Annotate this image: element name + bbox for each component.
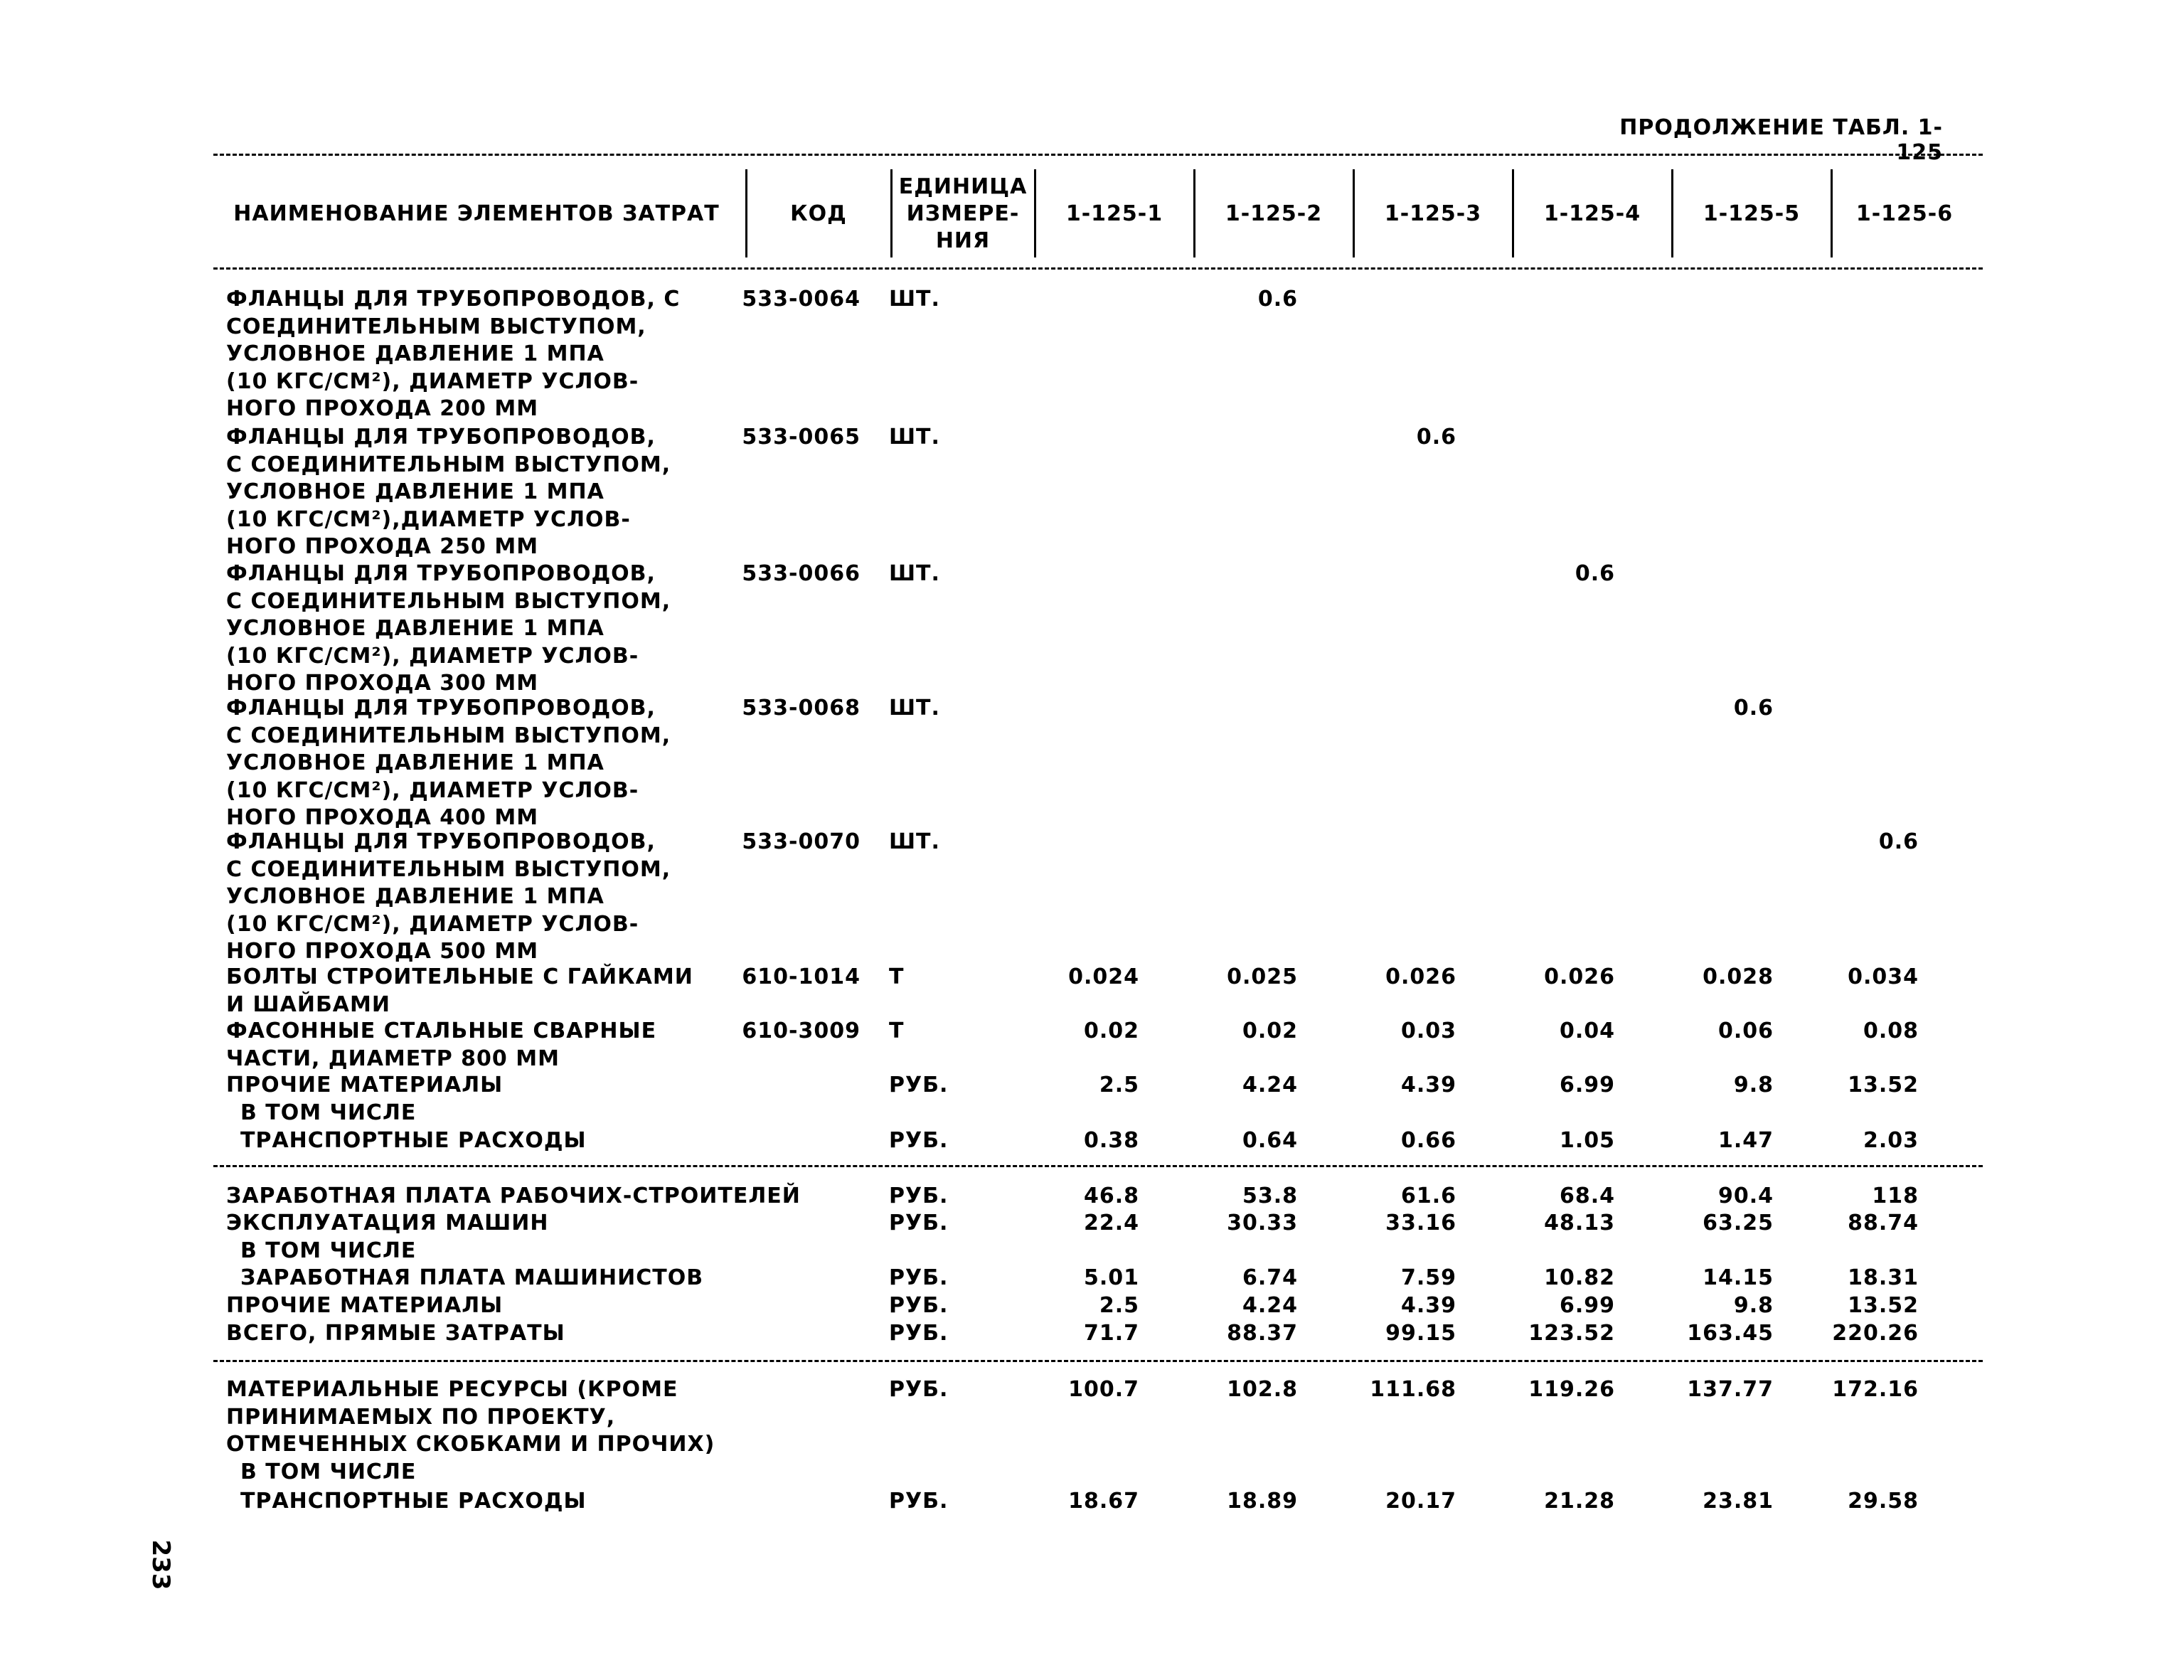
row-unit: РУБ.	[889, 1184, 949, 1208]
row-name-line: ЗАРАБОТНАЯ ПЛАТА РАБОЧИХ-СТРОИТЕЛЕЙ	[226, 1184, 801, 1208]
row-name-line: С СОЕДИНИТЕЛЬНЫМ ВЫСТУПОМ,	[226, 856, 671, 882]
row-unit: Т	[889, 964, 905, 989]
row-value-col-4: 21.28	[1544, 1489, 1615, 1514]
row-value-col-6: 0.034	[1848, 964, 1919, 989]
row-value-col-3: 7.59	[1400, 1265, 1456, 1290]
row-value-col-3: 99.15	[1385, 1321, 1456, 1346]
header-bottom-rule	[213, 267, 1983, 270]
row-name-line: И ШАЙБАМИ	[226, 991, 390, 1017]
row-name-line: С СОЕДИНИТЕЛЬНЫМ ВЫСТУПОМ,	[226, 723, 671, 748]
row-value-col-3: 0.03	[1400, 1019, 1456, 1043]
row-name	[226, 1183, 801, 1211]
row-unit: РУБ.	[889, 1293, 949, 1318]
header-divider	[1034, 169, 1036, 257]
row-value-col-6: 118	[1872, 1184, 1919, 1208]
row-name-line: УСЛОВНОЕ ДАВЛЕНИЕ 1 МПА	[226, 750, 604, 775]
row-code: 610-3009	[742, 1019, 861, 1043]
header-unit: ЕДИНИЦА ИЗМЕРЕ- НИЯ	[898, 174, 1028, 253]
row-value-col-1: 0.38	[1083, 1128, 1139, 1153]
row-name-line: ТРАНСПОРТНЫЕ РАСХОДЫ	[240, 1128, 587, 1153]
row-name-line: ФЛАНЦЫ ДЛЯ ТРУБОПРОВОДОВ, С	[226, 287, 681, 312]
row-value-col-1: 46.8	[1083, 1184, 1139, 1208]
row-code: 533-0070	[742, 829, 861, 854]
header-divider	[1671, 169, 1673, 257]
row-name-line: МАТЕРИАЛЬНЫЕ РЕСУРСЫ (КРОМЕ	[226, 1377, 678, 1402]
row-name	[226, 695, 752, 832]
row-value-col-4: 6.99	[1559, 1073, 1615, 1097]
row-unit: ШТ.	[889, 829, 940, 854]
row-value-col-5: 0.6	[1733, 696, 1774, 721]
row-value-col-2: 0.025	[1227, 964, 1298, 989]
row-value-col-5: 1.47	[1717, 1128, 1774, 1153]
row-name-line: ПРИНИМАЕМЫХ ПО ПРОЕКТУ,	[226, 1404, 616, 1430]
row-value-col-5: 0.028	[1703, 964, 1774, 989]
row-name-line: УСЛОВНОЕ ДАВЛЕНИЕ 1 МПА	[226, 616, 604, 641]
row-value-col-4: 1.05	[1559, 1128, 1615, 1153]
row-value-col-4: 48.13	[1544, 1211, 1615, 1235]
row-value-col-2: 6.74	[1242, 1265, 1298, 1290]
header-divider	[890, 169, 893, 257]
row-unit: РУБ.	[889, 1489, 949, 1514]
row-unit: РУБ.	[889, 1073, 949, 1097]
row-value-col-2: 0.02	[1242, 1019, 1298, 1043]
row-value-col-2: 30.33	[1227, 1211, 1298, 1235]
row-name	[226, 1488, 752, 1516]
row-value-col-3: 111.68	[1370, 1377, 1456, 1402]
section-rule-2	[213, 1360, 1983, 1362]
header-col-4: 1-125-4	[1543, 201, 1641, 226]
row-value-col-6: 13.52	[1848, 1073, 1919, 1097]
row-name	[226, 964, 752, 1019]
row-name-line: НОГО ПРОХОДА 500 ММ	[226, 939, 539, 964]
row-value-col-1: 18.67	[1068, 1489, 1139, 1514]
row-value-col-4: 10.82	[1544, 1265, 1615, 1290]
header-code: КОД	[790, 201, 847, 226]
row-unit: РУБ.	[889, 1211, 949, 1235]
row-value-col-1: 2.5	[1099, 1293, 1139, 1318]
row-name-line: СОЕДИНИТЕЛЬНЫМ ВЫСТУПОМ,	[226, 314, 646, 339]
row-value-col-6: 0.6	[1878, 829, 1919, 854]
table-header	[213, 165, 1983, 263]
row-value-col-2: 4.24	[1242, 1293, 1298, 1318]
row-name-line: ВСЕГО, ПРЯМЫЕ ЗАТРАТЫ	[226, 1321, 565, 1346]
row-value-col-6: 88.74	[1848, 1211, 1919, 1235]
row-name-line: ФЛАНЦЫ ДЛЯ ТРУБОПРОВОДОВ,	[226, 561, 656, 586]
row-name-line: ФАСОННЫЕ СТАЛЬНЫЕ СВАРНЫЕ	[226, 1019, 657, 1043]
header-divider	[1353, 169, 1355, 257]
row-value-col-3: 0.66	[1400, 1128, 1456, 1153]
row-name-line: В ТОМ ЧИСЛЕ	[240, 1100, 417, 1125]
row-value-col-5: 14.15	[1703, 1265, 1774, 1290]
row-value-col-2: 102.8	[1227, 1377, 1298, 1402]
row-name-line: ЭКСПЛУАТАЦИЯ МАШИН	[226, 1211, 549, 1235]
row-value-col-5: 163.45	[1687, 1321, 1774, 1346]
row-unit: РУБ.	[889, 1265, 949, 1290]
row-value-col-4: 0.04	[1559, 1019, 1615, 1043]
row-name	[226, 424, 752, 561]
row-name-line: (10 КГС/СМ²), ДИАМЕТР УСЛОВ-	[226, 368, 639, 394]
row-name-line: (10 КГС/СМ²), ДИАМЕТР УСЛОВ-	[226, 911, 639, 937]
row-value-col-3: 33.16	[1385, 1211, 1456, 1235]
row-name	[226, 286, 752, 423]
row-unit: ШТ.	[889, 287, 940, 312]
row-name-line: УСЛОВНОЕ ДАВЛЕНИЕ 1 МПА	[226, 341, 604, 366]
row-value-col-1: 0.024	[1068, 964, 1139, 989]
row-value-col-5: 63.25	[1703, 1211, 1774, 1235]
row-name-line: НОГО ПРОХОДА 250 ММ	[226, 534, 539, 559]
row-unit: Т	[889, 1019, 905, 1043]
row-value-col-6: 220.26	[1832, 1321, 1919, 1346]
row-name-line: НОГО ПРОХОДА 300 ММ	[226, 671, 539, 696]
row-value-col-1: 71.7	[1083, 1321, 1139, 1346]
row-code: 533-0066	[742, 561, 861, 586]
row-name	[226, 1127, 752, 1155]
section-rule-1	[213, 1165, 1983, 1167]
row-name-line: ПРОЧИЕ МАТЕРИАЛЫ	[226, 1073, 504, 1097]
row-value-col-4: 0.6	[1575, 561, 1615, 586]
row-value-col-4: 123.52	[1528, 1321, 1615, 1346]
row-name-line: ОТМЕЧЕННЫХ СКОБКАМИ И ПРОЧИХ)	[226, 1432, 715, 1457]
row-value-col-6: 29.58	[1848, 1489, 1919, 1514]
header-col-1: 1-125-1	[1065, 201, 1163, 226]
row-value-col-4: 68.4	[1559, 1184, 1615, 1208]
row-name	[226, 1265, 752, 1292]
row-value-col-2: 0.6	[1257, 287, 1298, 312]
row-code: 533-0065	[742, 425, 861, 450]
row-name-line: УСЛОВНОЕ ДАВЛЕНИЕ 1 МПА	[226, 479, 604, 504]
row-value-col-1: 2.5	[1099, 1073, 1139, 1097]
header-top-rule	[213, 154, 1983, 156]
row-name-line: (10 КГС/СМ²), ДИАМЕТР УСЛОВ-	[226, 777, 639, 803]
row-unit: РУБ.	[889, 1321, 949, 1346]
row-name	[226, 1210, 752, 1265]
row-name-line: ЗАРАБОТНАЯ ПЛАТА МАШИНИСТОВ	[240, 1265, 704, 1290]
row-unit: РУБ.	[889, 1377, 949, 1402]
row-name	[226, 1018, 752, 1073]
header-col-5: 1-125-5	[1703, 201, 1801, 226]
row-name-line: (10 КГС/СМ²),ДИАМЕТР УСЛОВ-	[226, 506, 631, 532]
row-value-col-1: 22.4	[1083, 1211, 1139, 1235]
header-divider	[1193, 169, 1195, 257]
row-name-line: БОЛТЫ СТРОИТЕЛЬНЫЕ С ГАЙКАМИ	[226, 964, 693, 989]
row-value-col-5: 0.06	[1717, 1019, 1774, 1043]
row-value-col-6: 172.16	[1832, 1377, 1919, 1402]
header-name: НАИМЕНОВАНИЕ ЭЛЕМЕНТОВ ЗАТРАТ	[233, 201, 720, 226]
row-name-line: В ТОМ ЧИСЛЕ	[240, 1459, 417, 1484]
row-value-col-4: 119.26	[1528, 1377, 1615, 1402]
row-name-line: ТРАНСПОРТНЫЕ РАСХОДЫ	[240, 1489, 587, 1514]
row-value-col-4: 0.026	[1544, 964, 1615, 989]
row-value-col-5: 9.8	[1733, 1293, 1774, 1318]
row-name	[226, 829, 752, 966]
row-value-col-2: 88.37	[1227, 1321, 1298, 1346]
row-unit: ШТ.	[889, 561, 940, 586]
row-value-col-6: 0.08	[1863, 1019, 1919, 1043]
row-value-col-6: 2.03	[1863, 1128, 1919, 1153]
row-value-col-3: 20.17	[1385, 1489, 1456, 1514]
row-name	[226, 1376, 752, 1486]
row-code: 533-0068	[742, 696, 861, 721]
row-value-col-2: 0.64	[1242, 1128, 1298, 1153]
row-value-col-5: 137.77	[1687, 1377, 1774, 1402]
row-name-line: ФЛАНЦЫ ДЛЯ ТРУБОПРОВОДОВ,	[226, 425, 656, 450]
page-number: 233	[147, 1539, 175, 1590]
header-divider	[1512, 169, 1514, 257]
header-divider	[1831, 169, 1833, 257]
row-value-col-3: 0.026	[1385, 964, 1456, 989]
row-name-line: ФЛАНЦЫ ДЛЯ ТРУБОПРОВОДОВ,	[226, 829, 656, 854]
row-name-line: ФЛАНЦЫ ДЛЯ ТРУБОПРОВОДОВ,	[226, 696, 656, 721]
row-value-col-6: 18.31	[1848, 1265, 1919, 1290]
row-value-col-1: 0.02	[1083, 1019, 1139, 1043]
row-value-col-5: 23.81	[1703, 1489, 1774, 1514]
row-name-line: (10 КГС/СМ²), ДИАМЕТР УСЛОВ-	[226, 643, 639, 669]
row-value-col-4: 6.99	[1559, 1293, 1615, 1318]
row-value-col-6: 13.52	[1848, 1293, 1919, 1318]
header-divider	[745, 169, 747, 257]
row-name-line: НОГО ПРОХОДА 400 ММ	[226, 805, 539, 830]
row-name-line: С СОЕДИНИТЕЛЬНЫМ ВЫСТУПОМ,	[226, 588, 671, 614]
row-name	[226, 560, 752, 698]
row-code: 610-1014	[742, 964, 861, 989]
row-value-col-3: 61.6	[1400, 1184, 1456, 1208]
row-unit: ШТ.	[889, 425, 940, 450]
row-name-line: С СОЕДИНИТЕЛЬНЫМ ВЫСТУПОМ,	[226, 452, 671, 477]
header-col-3: 1-125-3	[1384, 201, 1482, 226]
row-value-col-1: 5.01	[1083, 1265, 1139, 1290]
row-name-line: НОГО ПРОХОДА 200 ММ	[226, 396, 539, 421]
row-name	[226, 1320, 752, 1348]
row-value-col-3: 4.39	[1400, 1293, 1456, 1318]
header-col-6: 1-125-6	[1855, 201, 1954, 226]
row-value-col-2: 18.89	[1227, 1489, 1298, 1514]
row-value-col-3: 0.6	[1416, 425, 1456, 450]
row-value-col-2: 53.8	[1242, 1184, 1298, 1208]
row-value-col-1: 100.7	[1068, 1377, 1139, 1402]
table-continuation-caption: ПРОДОЛЖЕНИЕ ТАБЛ. 1-125	[1619, 115, 1943, 165]
row-value-col-3: 4.39	[1400, 1073, 1456, 1097]
row-value-col-5: 90.4	[1717, 1184, 1774, 1208]
row-unit: РУБ.	[889, 1128, 949, 1153]
row-name-line: ЧАСТИ, ДИАМЕТР 800 ММ	[226, 1046, 560, 1071]
row-code: 533-0064	[742, 287, 861, 312]
row-name-line: УСЛОВНОЕ ДАВЛЕНИЕ 1 МПА	[226, 884, 604, 909]
row-name-line: ПРОЧИЕ МАТЕРИАЛЫ	[226, 1293, 504, 1318]
header-col-2: 1-125-2	[1225, 201, 1323, 226]
row-name	[226, 1292, 752, 1320]
row-unit: ШТ.	[889, 696, 940, 721]
row-value-col-2: 4.24	[1242, 1073, 1298, 1097]
row-name-line: В ТОМ ЧИСЛЕ	[240, 1238, 417, 1263]
row-name	[226, 1072, 752, 1127]
row-value-col-5: 9.8	[1733, 1073, 1774, 1097]
